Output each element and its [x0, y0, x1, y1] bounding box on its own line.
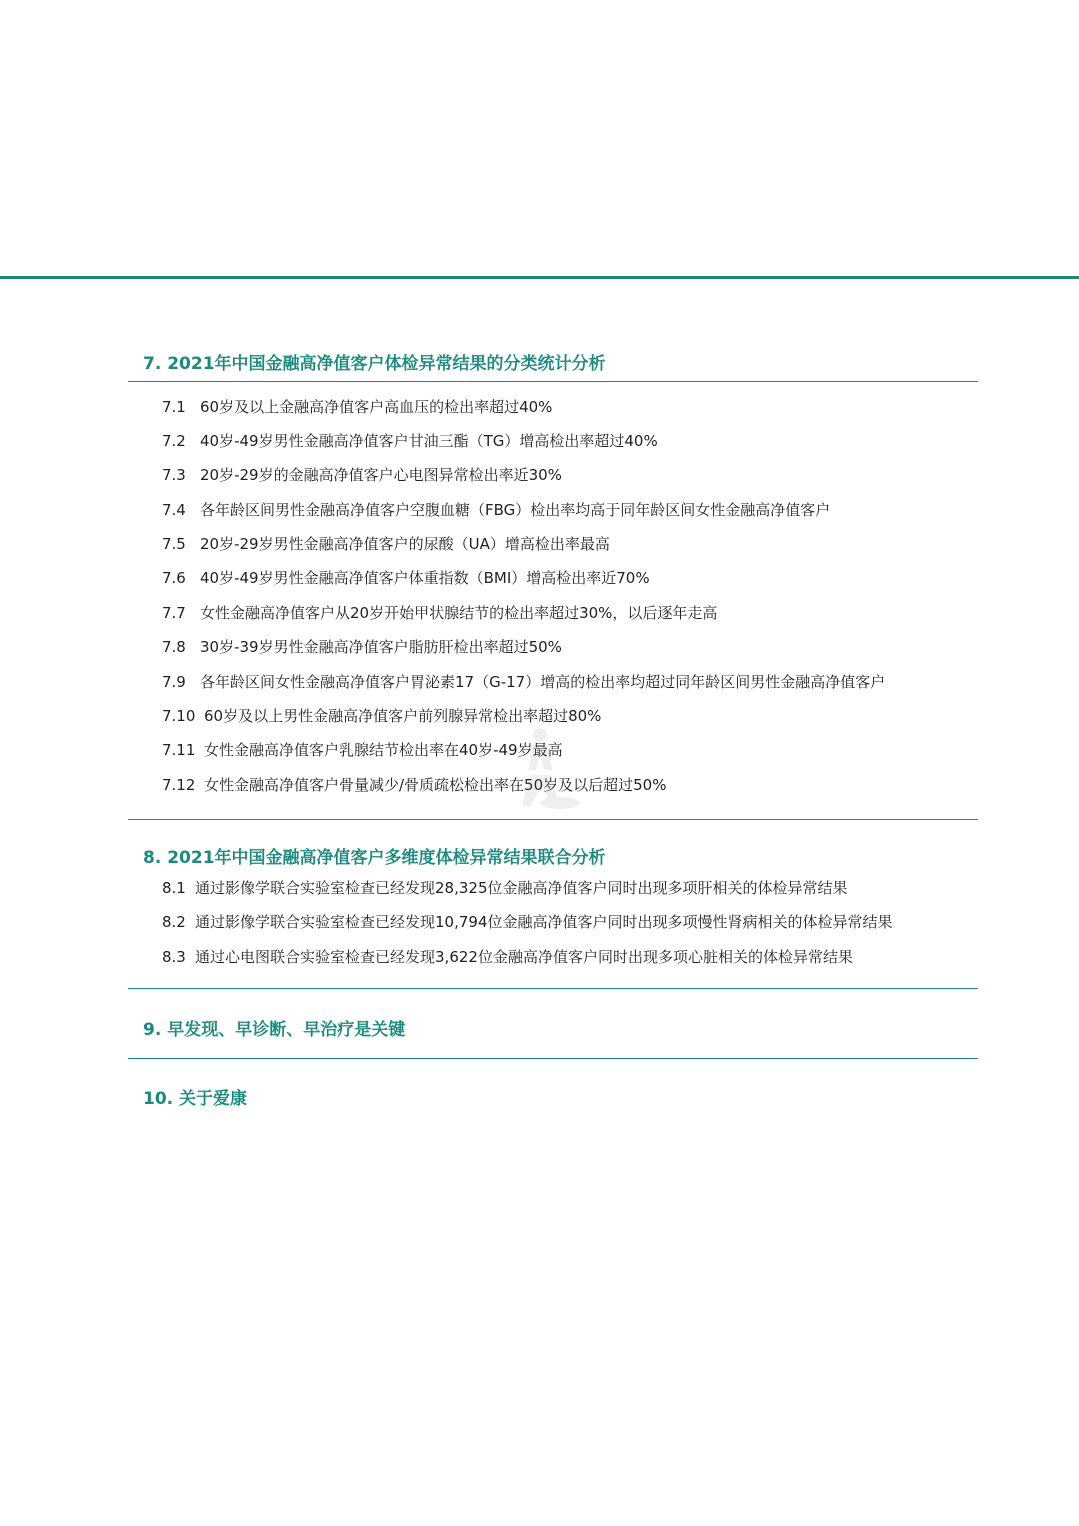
toc-item[interactable] — [162, 878, 848, 898]
item-number: 7.10 — [162, 707, 196, 725]
item-text: 通过心电图联合实验室检查已经发现3,622位金融高净值客户同时出现多项心脏相关的体检异常结果 — [195, 948, 853, 966]
item-text: 各年龄区间男性金融高净值客户空腹血糖（FBG）检出率均高于同年龄区间女性金融高净值客户 — [200, 501, 831, 519]
item-number: 8.2 — [162, 913, 186, 931]
item-number: 7.6 — [162, 569, 186, 587]
item-text: 女性金融高净值客户骨量减少/骨质疏松检出率在50岁及以后超过50% — [204, 776, 667, 794]
item-text: 40岁-49岁男性金融高净值客户体重指数（BMI）增高检出率近70% — [200, 569, 650, 587]
item-text: 女性金融高净值客户从20岁开始甲状腺结节的检出率超过30%，以后逐年走高 — [200, 604, 718, 622]
section-divider — [128, 819, 978, 820]
item-number: 7.9 — [162, 673, 186, 691]
toc-item[interactable] — [162, 431, 658, 451]
item-number: 7.4 — [162, 501, 186, 519]
item-number: 8.1 — [162, 879, 186, 897]
toc-item[interactable] — [162, 397, 552, 417]
item-number: 7.5 — [162, 535, 186, 553]
toc-item[interactable] — [162, 500, 830, 520]
section-divider — [128, 988, 978, 989]
item-number: 7.1 — [162, 398, 186, 416]
section-title[interactable]: 9. 早发现、早诊断、早治疗是关键 — [143, 1020, 406, 1040]
item-text: 女性金融高净值客户乳腺结节检出率在40岁-49岁最高 — [204, 741, 563, 759]
item-number: 7.7 — [162, 604, 186, 622]
item-text: 40岁-49岁男性金融高净值客户甘油三酯（TG）增高检出率超过40% — [200, 432, 658, 450]
section-title[interactable]: 10. 关于爱康 — [143, 1089, 248, 1109]
item-text: 通过影像学联合实验室检查已经发现10,794位金融高净值客户同时出现多项慢性肾病相关的体检异常结果 — [195, 913, 893, 931]
item-number: 7.3 — [162, 466, 186, 484]
toc-item[interactable] — [162, 775, 666, 795]
item-text: 通过影像学联合实验室检查已经发现28,325位金融高净值客户同时出现多项肝相关的体检异常结果 — [195, 879, 848, 897]
item-text: 20岁-29岁的金融高净值客户心电图异常检出率近30% — [200, 466, 562, 484]
toc-item[interactable] — [162, 534, 610, 554]
toc-item[interactable] — [162, 568, 650, 588]
section-divider — [128, 381, 978, 382]
item-number: 7.12 — [162, 776, 196, 794]
item-number: 7.11 — [162, 741, 196, 759]
section-divider — [128, 1058, 978, 1059]
toc-item[interactable] — [162, 672, 885, 692]
item-text: 60岁及以上男性金融高净值客户前列腺异常检出率超过80% — [204, 707, 602, 725]
watermark-figure-icon — [500, 725, 590, 815]
section-title[interactable]: 8. 2021年中国金融高净值客户多维度体检异常结果联合分析 — [143, 848, 606, 868]
toc-item[interactable] — [162, 465, 562, 485]
toc-item[interactable] — [162, 603, 717, 623]
item-text: 各年龄区间女性金融高净值客户胃泌素17（G-17）增高的检出率均超过同年龄区间男性金融高净值客户 — [200, 673, 886, 691]
section-title[interactable]: 7. 2021年中国金融高净值客户体检异常结果的分类统计分析 — [143, 354, 606, 374]
item-number: 7.8 — [162, 638, 186, 656]
item-number: 8.3 — [162, 948, 186, 966]
item-number: 7.2 — [162, 432, 186, 450]
toc-item[interactable] — [162, 637, 562, 657]
item-text: 60岁及以上金融高净值客户高血压的检出率超过40% — [200, 398, 553, 416]
header-divider — [0, 276, 1079, 279]
item-text: 30岁-39岁男性金融高净值客户脂肪肝检出率超过50% — [200, 638, 562, 656]
toc-item[interactable] — [162, 706, 601, 726]
toc-item[interactable] — [162, 912, 893, 932]
item-text: 20岁-29岁男性金融高净值客户的尿酸（UA）增高检出率最高 — [200, 535, 610, 553]
toc-item[interactable] — [162, 947, 853, 967]
